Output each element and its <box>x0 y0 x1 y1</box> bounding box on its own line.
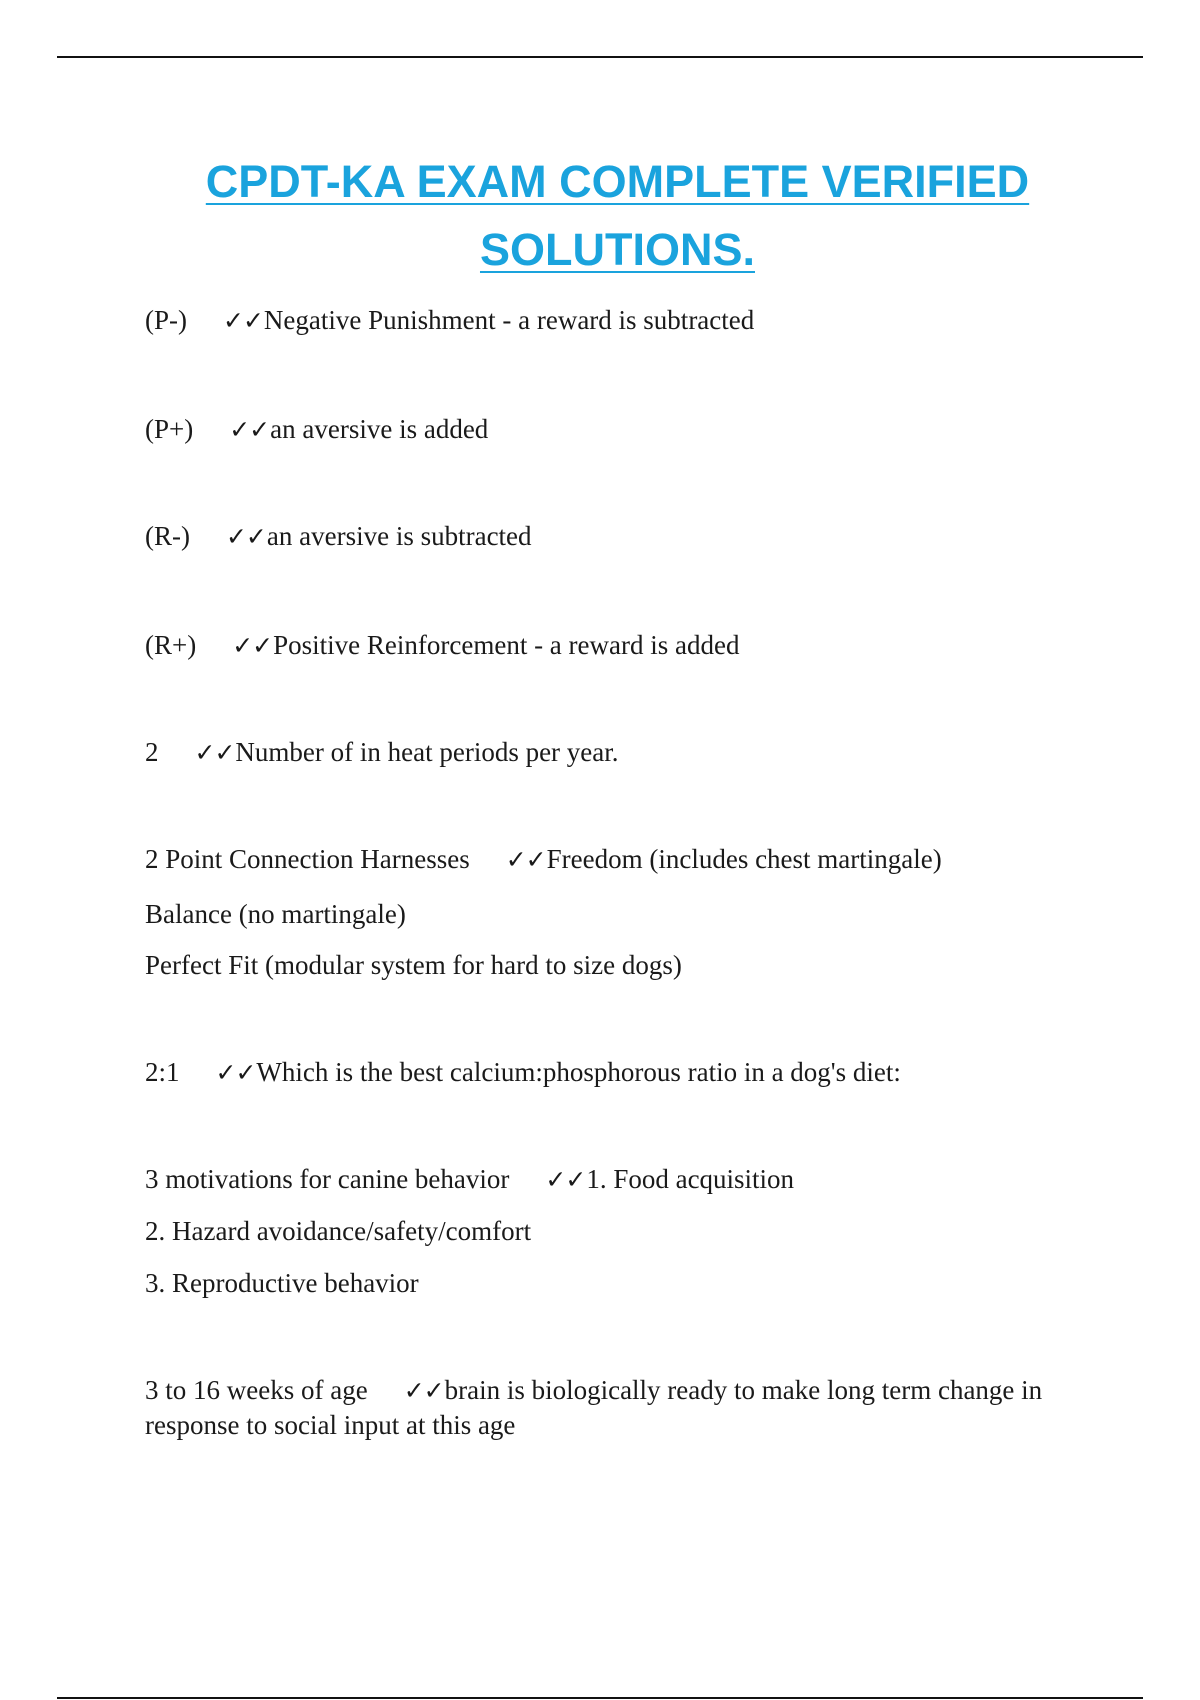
entry-term: 3 to 16 weeks of age <box>145 1375 368 1405</box>
double-check-icon: ✓✓ <box>505 845 546 874</box>
double-check-icon: ✓✓ <box>403 1376 444 1405</box>
double-check-icon: ✓✓ <box>232 631 273 660</box>
entry-answer: Which is the best calcium:phosphorous ratio in a dog's diet: <box>256 1057 901 1087</box>
entry-term: 2:1 <box>145 1057 180 1087</box>
qa-entry <box>145 1054 901 1091</box>
entry-term: (R-) <box>145 521 190 551</box>
entry-term: 2 <box>145 737 159 767</box>
entry-answer: an aversive is subtracted <box>266 521 532 551</box>
qa-entry <box>145 1161 794 1198</box>
bottom-rule <box>57 1697 1143 1699</box>
qa-entry <box>145 1372 1042 1409</box>
qa-entry <box>145 411 488 448</box>
qa-entry <box>145 841 942 878</box>
entry-answer: Positive Reinforcement - a reward is added <box>273 630 740 660</box>
double-check-icon: ✓✓ <box>215 1058 256 1087</box>
entry-term: 3 motivations for canine behavior <box>145 1164 510 1194</box>
title-line-1: CPDT-KA EXAM COMPLETE VERIFIED <box>205 156 1030 207</box>
entry-answer: an aversive is added <box>270 414 489 444</box>
entry-answer: 1. Food acquisition <box>586 1164 795 1194</box>
entry-term: 2 Point Connection Harnesses <box>145 844 470 874</box>
entry-continuation: Balance (no martingale) <box>145 899 406 929</box>
qa-entry <box>145 302 754 339</box>
qa-entry <box>145 627 739 664</box>
entry-continuation: 2. Hazard avoidance/safety/comfort <box>145 1216 532 1246</box>
document-title <box>0 148 1200 284</box>
double-check-icon: ✓✓ <box>545 1165 586 1194</box>
entry-term: (P+) <box>145 414 194 444</box>
entry-continuation: 3. Reproductive behavior <box>145 1268 419 1298</box>
entry-answer: Negative Punishment - a reward is subtracted <box>263 305 755 335</box>
entry-answer: brain is biologically ready to make long term change in <box>444 1375 1043 1405</box>
double-check-icon: ✓✓ <box>223 306 263 335</box>
entry-answer: Number of in heat periods per year. <box>235 737 619 767</box>
double-check-icon: ✓✓ <box>225 522 266 551</box>
entry-term: (P-) <box>145 305 187 335</box>
qa-entry <box>145 734 619 771</box>
qa-entry <box>145 518 532 555</box>
double-check-icon: ✓✓ <box>229 415 270 444</box>
entry-continuation: response to social input at this age <box>145 1410 516 1440</box>
double-check-icon: ✓✓ <box>194 738 235 767</box>
entry-answer: Freedom (includes chest martingale) <box>546 844 942 874</box>
top-rule <box>57 56 1143 58</box>
title-line-2: SOLUTIONS. <box>479 224 755 275</box>
entry-term: (R+) <box>145 630 197 660</box>
entry-continuation: Perfect Fit (modular system for hard to size dogs) <box>145 950 682 980</box>
